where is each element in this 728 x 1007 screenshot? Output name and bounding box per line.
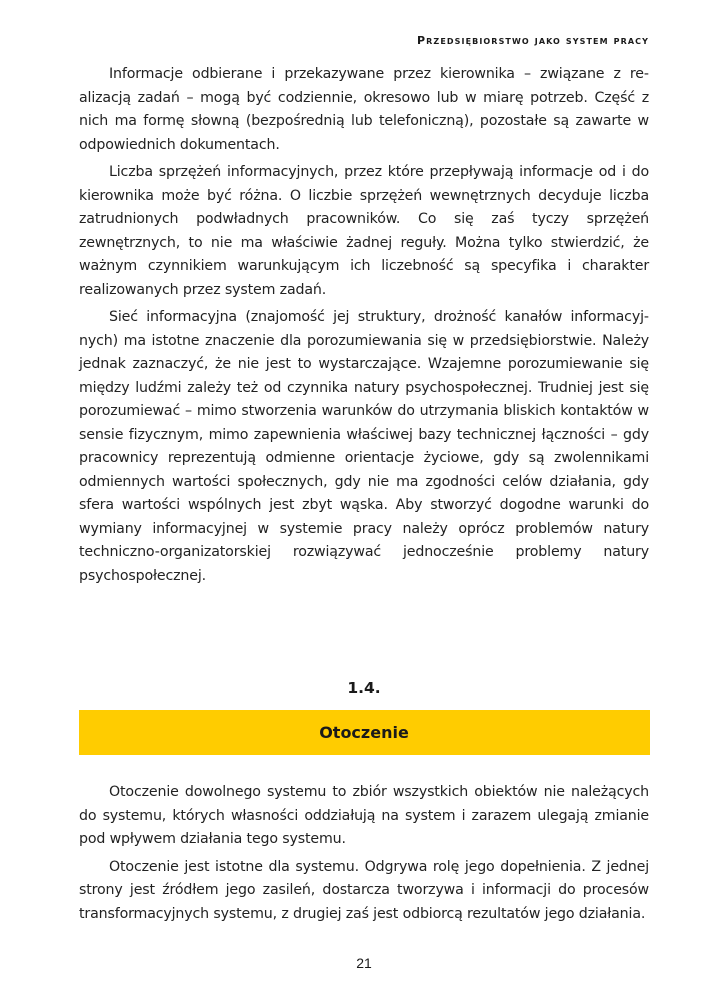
running-head: Przedsiębiorstwo jako system pracy xyxy=(417,34,649,47)
paragraph: Liczba sprzężeń informacyjnych, przez które przepływają informacje od i do kierownika może być różna. O liczbie sprzężeń wewnętrznych decyduje liczba zatrudnionych podwładnych pracowników. Co się zaś tyczy sprzężeń zewnętrznych, to nie ma właściwie żadnej reguły. Można tylko stwierdzić, że ważnym czynnikiem warunkującym ich liczebność są specyfika i charakter realizowanych przez system zadań. xyxy=(79,164,649,298)
paragraph: Informacje odbierane i przekazywane przez kierownika – związane z realizacją zadań – mogą być codziennie, okresowo lub w miarę potrzeb. Część z nich ma formę słowną (bezpośrednią lub telefoniczną), pozostałe są zawarte w odpowiednich dokumentach. xyxy=(79,66,649,153)
paragraph: Otoczenie dowolnego systemu to zbiór wszystkich obiektów nie należących do systemu, których własności oddziałują na system i zarazem ulegają zmianie pod wpływem działania tego systemu. xyxy=(79,784,649,847)
section-title: Otoczenie xyxy=(319,723,409,742)
paragraph: Otoczenie jest istotne dla systemu. Odgrywa rolę jego dopełnienia. Z jednej strony jest źródłem jego zasileń, dostarcza tworzywa i informacji do procesów transformacyjnych systemu, z drugiej zaś jest odbiorcą rezultatów jego działania. xyxy=(79,858,649,922)
body-text-bottom xyxy=(79,781,649,926)
page-number: 21 xyxy=(356,955,372,971)
paragraph: Sieć informacyjna (znajomość jej struktury, drożność kanałów informacyjnych) ma istotne znaczenie dla porozumiewania się w przedsiębiorstwie. Należy jednak zaznaczyć, że nie jest to wystarczające. Wzajemne porozumiewanie się między ludźmi zależy też od czynnika natury psychospołecznej. Trudniej jest się porozumiewać – mimo stworzenia warunków do utrzymania bliskich kontaktów w sensie fizycznym, mimo zapewnienia właściwej bazy technicznej łączności – gdy pracownicy reprezentują odmienne orientacje życiowe, gdy są zwolennikami odmiennych wartości społecznych, gdy nie ma zgodności celów działania, gdy sfera wartości wspólnych jest zbyt wąska. Aby stworzyć dogodne warunki do wymiany informacyjnej w systemie pracy należy oprócz problemów natury techniczno-organizatorskiej rozwiązywać jednocześnie problemy natury psychospołecznej. xyxy=(79,309,649,584)
section-number: 1.4. xyxy=(347,679,381,697)
body-text-top xyxy=(79,63,649,588)
